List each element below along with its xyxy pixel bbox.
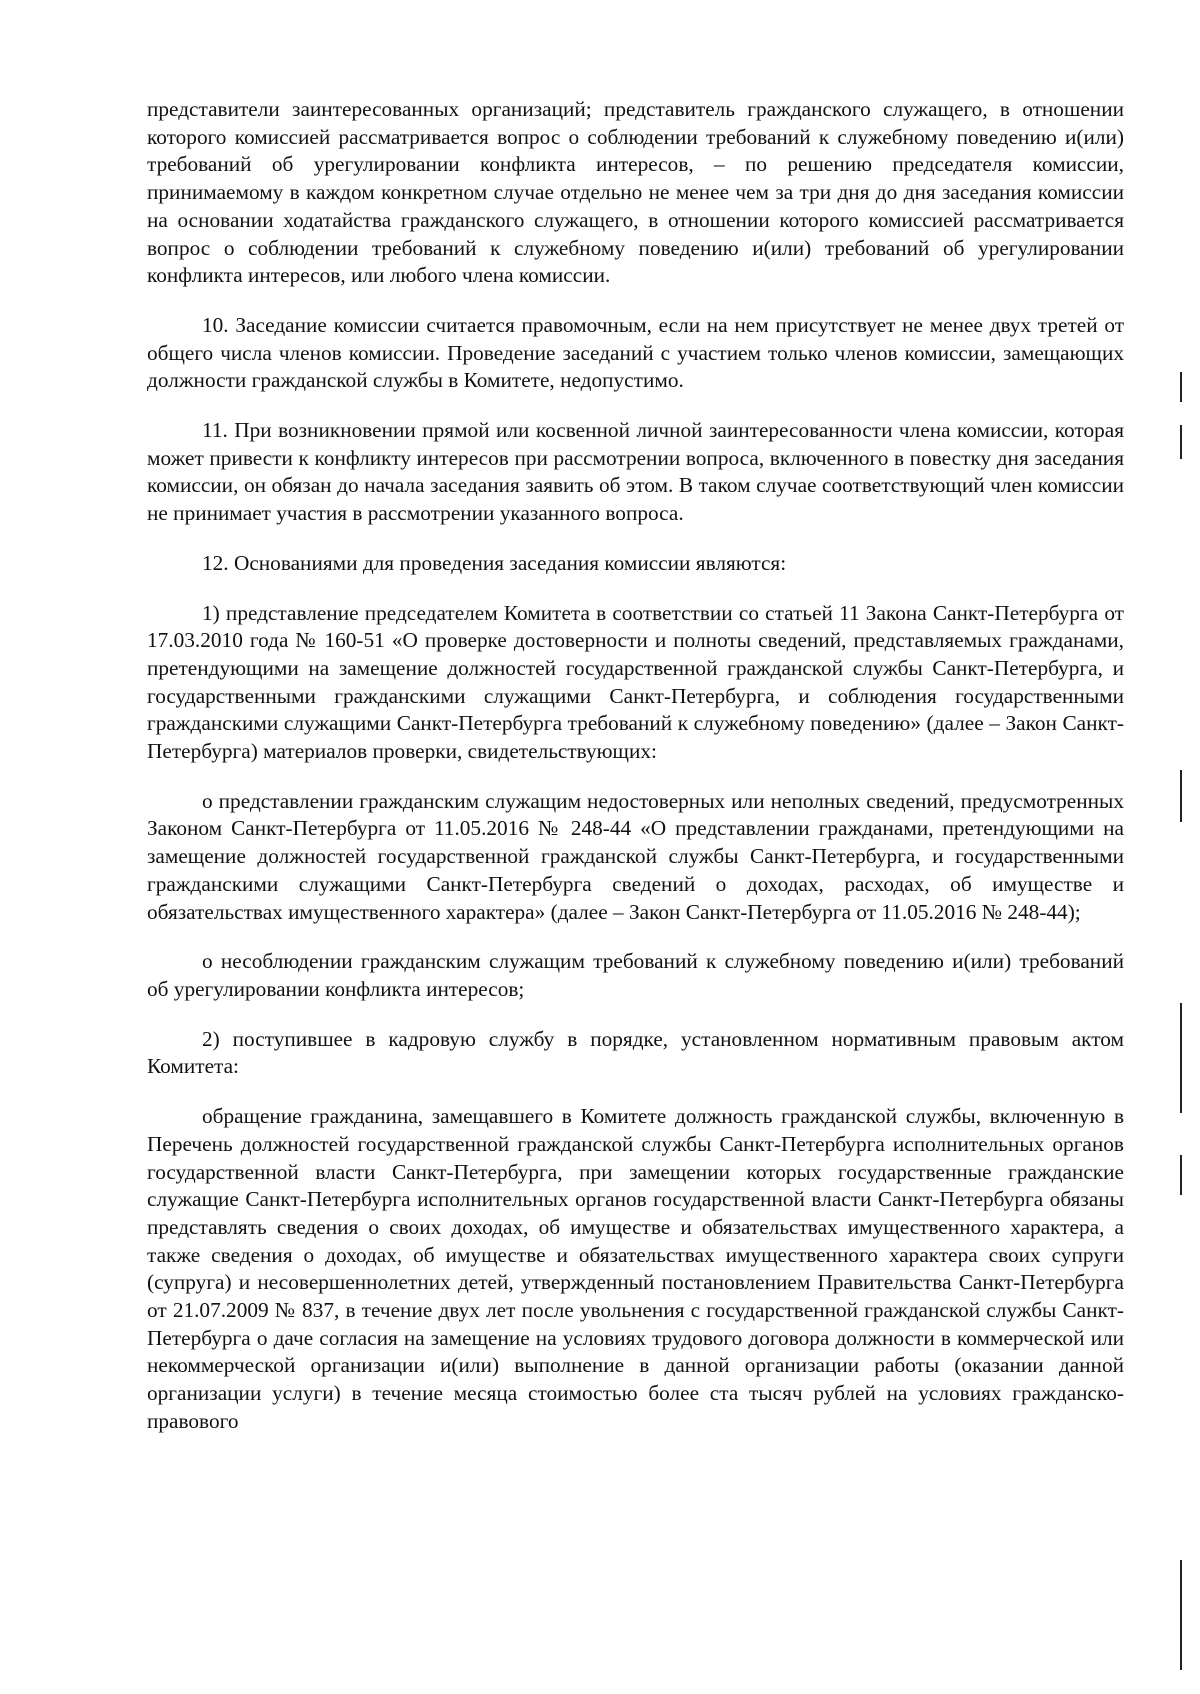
document-page	[147, 96, 1124, 1436]
scan-edge-mark	[1180, 1155, 1182, 1195]
paragraph-item-2-citizen-appeal: обращение гражданина, замещавшего в Комитете должность гражданской службы, включенную в Перечень должностей государственной гражданской службы Санкт-Петербурга исполнительных органов государственной власти Санкт-Петербурга, при замещении которых государственные гражданские служащие Санкт-Петербурга исполнительных органов государственной власти Санкт-Петербурга обязаны представлять сведения о своих доходах, об имуществе и обязательствах имущественного характера, а также сведения о доходах, об имуществе и обязательствах имущественного характера своих супруги (супруга) и несовершеннолетних детей, утвержденный постановлением Правительства Санкт-Петербурга от 21.07.2009 № 837, в течение двух лет после увольнения с государственной гражданской службы Санкт-Петербурга о даче согласия на замещение на условиях трудового договора должности в коммерческой или некоммерческой организации и(или) выполнение в данной организации работы (оказании данной организации услуги) в течение месяца стоимостью более ста тысяч рублей на условиях гражданско-правового	[147, 1104, 1124, 1433]
scan-edge-mark	[1180, 1560, 1182, 1670]
paragraph-10-quorum: 10. Заседание комиссии считается правомочным, если на нем присутствует не менее двух третей от общего числа членов комиссии. Проведение заседаний с участием только членов комиссии, замещающих должности гражданской службы в Комитете, недопустимо.	[147, 312, 1124, 393]
paragraph-item-1-noncompliance: о несоблюдении гражданским служащим требований к служебному поведению и(или) требований об урегулировании конфликта интересов;	[147, 949, 1124, 1001]
scan-edge-mark	[1180, 425, 1182, 459]
paragraph-item-1-false-info: о представлении гражданским служащим недостоверных или неполных сведений, предусмотренных Законом Санкт-Петербурга от 11.05.2016 № 248-44 «О представлении гражданами, претендующими на замещение должностей государственной гражданской службы Санкт-Петербурга, и государственными гражданскими служащими Санкт-Петербурга сведений о доходах, расходах, об имуществе и обязательствах имущественного характера» (далее – Закон Санкт-Петербурга от 11.05.2016 № 248-44);	[147, 788, 1124, 924]
paragraph-11-conflict: 11. При возникновении прямой или косвенной личной заинтересованности члена комиссии, которая может привести к конфликту интересов при рассмотрении вопроса, включенного в повестку дня заседания комиссии, он обязан до начала заседания заявить об этом. В таком случае соответствующий член комиссии не принимает участия в рассмотрении указанного вопроса.	[147, 418, 1124, 526]
paragraph-12-item-2: 2) поступившее в кадровую службу в порядке, установленном нормативным правовым актом Комитета:	[147, 1026, 1124, 1079]
scan-edge-mark	[1180, 372, 1182, 402]
scan-edge-mark	[1180, 770, 1182, 822]
paragraph-12-item-1: 1) представление председателем Комитета в соответствии со статьей 11 Закона Санкт-Петербурга от 17.03.2010 года № 160-51 «О проверке достоверности и полноты сведений, представляемых гражданами, претендующими на замещение должностей государственной гражданской службы Санкт-Петербурга, и государственными гражданскими служащими Санкт-Петербурга, и соблюдения государственными гражданскими служащими Санкт-Петербурга требований к служебному поведению» (далее – Закон Санкт-Петербурга) материалов проверки, свидетельствующих:	[147, 600, 1124, 764]
paragraph-12-grounds: 12. Основаниями для проведения заседания комиссии являются:	[202, 550, 787, 575]
scan-edge-mark	[1180, 1003, 1182, 1113]
paragraph-representatives: представители заинтересованных организаций; представитель гражданского служащего, в отношении которого комиссией рассматривается вопрос о соблюдении требований к служебному поведению и(или) требований об урегулировании конфликта интересов, – по решению председателя комиссии, принимаемому в каждом конкретном случае отдельно не менее чем за три дня до дня заседания комиссии на основании ходатайства гражданского служащего, в отношении которого комиссией рассматривается вопрос о соблюдении требований к служебному поведению и(или) требований об урегулировании конфликта интересов, или любого члена комиссии.	[147, 97, 1124, 288]
